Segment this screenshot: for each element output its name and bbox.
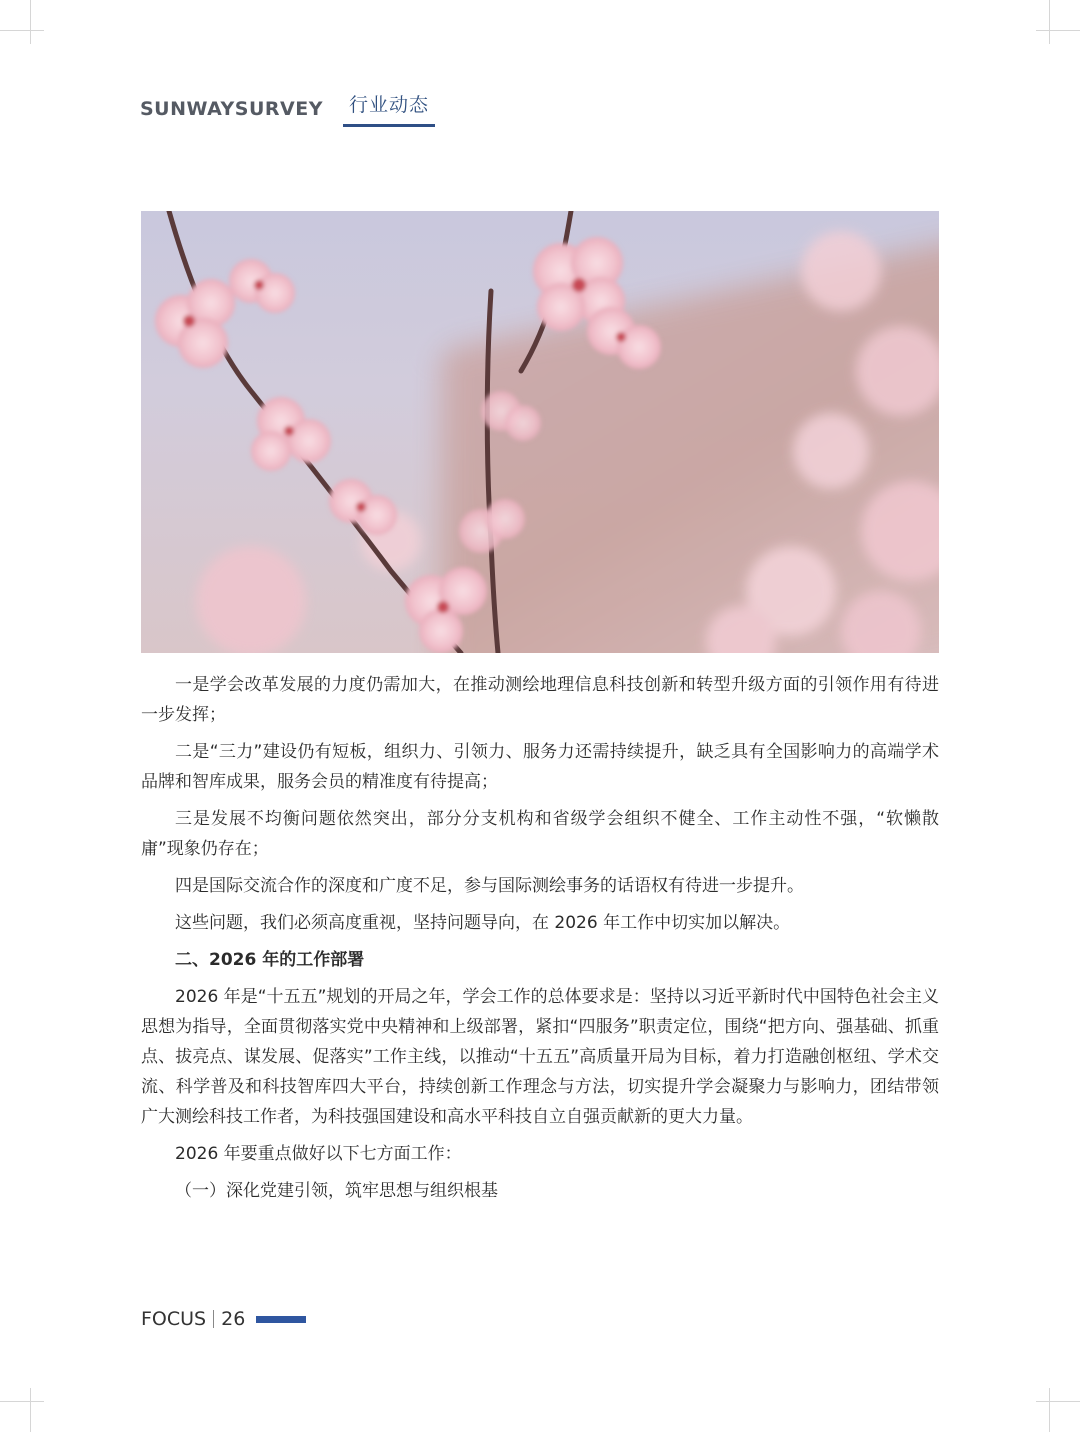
article-body <box>141 670 939 1213</box>
page-number: 26 <box>221 1308 246 1330</box>
paragraph: 2026 年是“十五五”规划的开局之年，学会工作的总体要求是：坚持以习近平新时代中国特色社会主义思想为指导，全面贯彻落实党中央精神和上级部署，紧扣“四服务”职责定位，围绕“把方向、强基础、抓重点、拔亮点、谋发展、促落实”工作主线，以推动“十五五”高质量开局为目标，着力打造融创枢纽、学术交流、科学普及和科技智库四大平台，持续创新工作理念与方法，切实提升学会凝聚力与影响力，团结带领广大测绘科技工作者，为科技强国建设和高水平科技自立自强贡献新的更大力量。 <box>141 987 939 1127</box>
blossom-illustration <box>141 211 939 653</box>
footer-section-label: FOCUS <box>141 1308 207 1330</box>
section-label: 行业动态 <box>343 90 435 127</box>
blossom-photo <box>141 211 939 653</box>
footer-accent-bar <box>256 1316 306 1323</box>
crop-mark <box>30 0 31 44</box>
paragraph: 二是“三力”建设仍有短板，组织力、引领力、服务力还需持续提升，缺乏具有全国影响力的高端学术品牌和智库成果，服务会员的精准度有待提高； <box>141 742 939 792</box>
crop-mark <box>0 1401 44 1402</box>
paragraph: 一是学会改革发展的力度仍需加大，在推动测绘地理信息科技创新和转型升级方面的引领作用有待进一步发挥； <box>141 675 939 725</box>
paragraph: 三是发展不均衡问题依然突出，部分分支机构和省级学会组织不健全、工作主动性不强，“软懒散庸”现象仍存在； <box>141 809 939 859</box>
paragraph: 2026 年要重点做好以下七方面工作： <box>175 1144 462 1164</box>
paragraph: 这些问题，我们必须高度重视，坚持问题导向，在 2026 年工作中切实加以解决。 <box>175 913 791 933</box>
paragraph: 四是国际交流合作的深度和广度不足，参与国际测绘事务的话语权有待进一步提升。 <box>175 876 804 896</box>
crop-mark <box>0 30 44 31</box>
footer-divider <box>213 1310 214 1328</box>
crop-mark <box>1049 0 1050 44</box>
section-heading: 二、2026 年的工作部署 <box>175 950 365 970</box>
brand-logo: SUNWAYSURVEY <box>140 98 323 120</box>
crop-mark <box>30 1388 31 1432</box>
subheading: （一）深化党建引领，筑牢思想与组织根基 <box>175 1181 498 1201</box>
crop-mark <box>1049 1388 1050 1432</box>
crop-mark <box>1036 30 1080 31</box>
page-footer <box>141 1308 306 1330</box>
crop-mark <box>1036 1401 1080 1402</box>
